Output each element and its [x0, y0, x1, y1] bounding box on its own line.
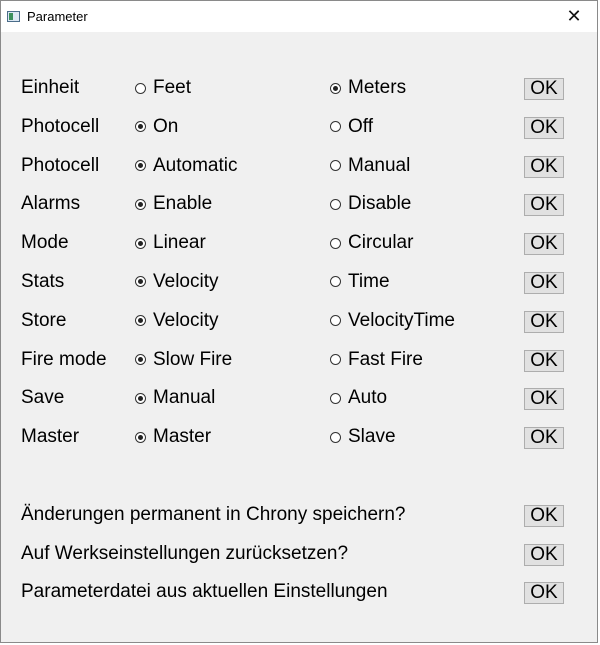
setting-row-save — [1, 381, 597, 420]
radio-option-label: Linear — [153, 232, 206, 254]
radio-option-slave[interactable] — [330, 426, 396, 448]
radio-unchecked-icon[interactable] — [330, 393, 341, 404]
actions-list — [1, 498, 597, 614]
action-row — [1, 575, 597, 614]
radio-option-circular[interactable] — [330, 232, 413, 254]
setting-row-store — [1, 304, 597, 343]
radio-unchecked-icon[interactable] — [330, 121, 341, 132]
radio-checked-icon[interactable] — [135, 393, 146, 404]
setting-label: Store — [21, 309, 67, 331]
radio-option-feet[interactable] — [135, 77, 191, 99]
action-row — [1, 498, 597, 537]
radio-option-velocitytime[interactable] — [330, 310, 455, 332]
setting-label: Einheit — [21, 77, 80, 98]
radio-checked-icon[interactable] — [135, 354, 146, 365]
radio-option-label: Master — [153, 426, 212, 448]
ok-button[interactable]: OK — [524, 582, 564, 604]
radio-option-time[interactable] — [330, 271, 390, 293]
app-icon — [7, 11, 20, 22]
radio-option-label: On — [153, 115, 179, 137]
radio-option-label: Enable — [153, 193, 213, 215]
setting-label: Save — [21, 387, 65, 409]
action-label: Parameterdatei aus aktuellen Einstellungen — [21, 581, 388, 602]
radio-option-master[interactable] — [135, 426, 211, 448]
setting-label: Master — [21, 426, 80, 448]
ok-button[interactable]: OK — [524, 117, 564, 139]
radio-checked-icon[interactable] — [135, 121, 146, 132]
radio-unchecked-icon[interactable] — [330, 315, 341, 326]
radio-option-label: Velocity — [153, 309, 219, 331]
action-label: Auf Werkseinstellungen zurücksetzen? — [21, 542, 349, 564]
ok-button[interactable]: OK — [524, 388, 564, 410]
radio-unchecked-icon[interactable] — [330, 199, 341, 210]
radio-unchecked-icon[interactable] — [330, 354, 341, 365]
radio-option-on[interactable] — [135, 116, 178, 138]
radio-option-off[interactable] — [330, 116, 373, 138]
ok-button[interactable]: OK — [524, 505, 564, 527]
setting-label: Stats — [21, 270, 65, 292]
radio-option-disable[interactable] — [330, 193, 411, 215]
close-icon[interactable]: ✕ — [566, 6, 582, 26]
setting-row-stats — [1, 265, 597, 304]
radio-checked-icon[interactable] — [135, 276, 146, 287]
setting-row-einheit — [1, 71, 597, 110]
setting-row-master — [1, 420, 597, 459]
radio-unchecked-icon[interactable] — [330, 238, 341, 249]
radio-option-label: Automatic — [153, 154, 238, 176]
radio-option-label: Auto — [348, 387, 388, 409]
radio-unchecked-icon[interactable] — [330, 432, 341, 443]
radio-unchecked-icon[interactable] — [135, 83, 146, 94]
setting-label: Photocell — [21, 154, 100, 176]
radio-checked-icon[interactable] — [135, 432, 146, 443]
radio-option-label: Velocity — [153, 270, 219, 292]
radio-option-auto[interactable] — [330, 387, 387, 409]
radio-option-label: Circular — [348, 232, 414, 254]
radio-option-label: Manual — [153, 387, 216, 409]
radio-unchecked-icon[interactable] — [330, 276, 341, 287]
radio-option-automatic[interactable] — [135, 155, 237, 177]
ok-button[interactable]: OK — [524, 427, 564, 449]
action-label: Änderungen permanent in Chrony speichern? — [21, 504, 406, 525]
radio-option-label: Fast Fire — [348, 348, 423, 370]
action-row — [1, 537, 597, 576]
radio-option-label: Meters — [348, 77, 407, 98]
radio-option-label: Slave — [348, 426, 396, 448]
radio-option-linear[interactable] — [135, 232, 206, 254]
radio-option-velocity[interactable] — [135, 271, 218, 293]
ok-button[interactable]: OK — [524, 233, 564, 255]
radio-option-manual[interactable] — [135, 387, 215, 409]
ok-button[interactable]: OK — [524, 311, 564, 333]
radio-option-enable[interactable] — [135, 193, 212, 215]
window-title: Parameter — [27, 9, 88, 24]
ok-button[interactable]: OK — [524, 544, 564, 566]
radio-checked-icon[interactable] — [135, 238, 146, 249]
setting-row-fire-mode — [1, 343, 597, 382]
radio-unchecked-icon[interactable] — [330, 160, 341, 171]
radio-checked-icon[interactable] — [135, 315, 146, 326]
setting-label: Fire mode — [21, 348, 107, 370]
ok-button[interactable]: OK — [524, 78, 564, 100]
title-bar — [1, 1, 597, 32]
setting-label: Alarms — [21, 193, 81, 215]
radio-option-label: Off — [348, 115, 373, 137]
radio-option-velocity[interactable] — [135, 310, 218, 332]
settings-list — [1, 71, 597, 459]
radio-checked-icon[interactable] — [330, 83, 341, 94]
ok-button[interactable]: OK — [524, 156, 564, 178]
radio-checked-icon[interactable] — [135, 199, 146, 210]
setting-label: Photocell — [21, 115, 100, 137]
radio-option-label: VelocityTime — [348, 309, 455, 331]
setting-row-mode — [1, 226, 597, 265]
setting-row-photocell — [1, 110, 597, 149]
radio-checked-icon[interactable] — [135, 160, 146, 171]
radio-option-slow-fire[interactable] — [135, 349, 232, 371]
setting-row-alarms — [1, 187, 597, 226]
radio-option-label: Time — [348, 270, 390, 292]
radio-option-meters[interactable] — [330, 77, 406, 99]
radio-option-label: Feet — [153, 77, 192, 98]
setting-label: Mode — [21, 232, 69, 254]
radio-option-label: Manual — [348, 154, 411, 176]
radio-option-fast-fire[interactable] — [330, 349, 423, 371]
ok-button[interactable]: OK — [524, 272, 564, 294]
radio-option-manual[interactable] — [330, 155, 410, 177]
radio-option-label: Disable — [348, 193, 412, 215]
radio-option-label: Slow Fire — [153, 348, 233, 370]
setting-row-photocell — [1, 149, 597, 188]
ok-button[interactable]: OK — [524, 350, 564, 372]
ok-button[interactable]: OK — [524, 194, 564, 216]
